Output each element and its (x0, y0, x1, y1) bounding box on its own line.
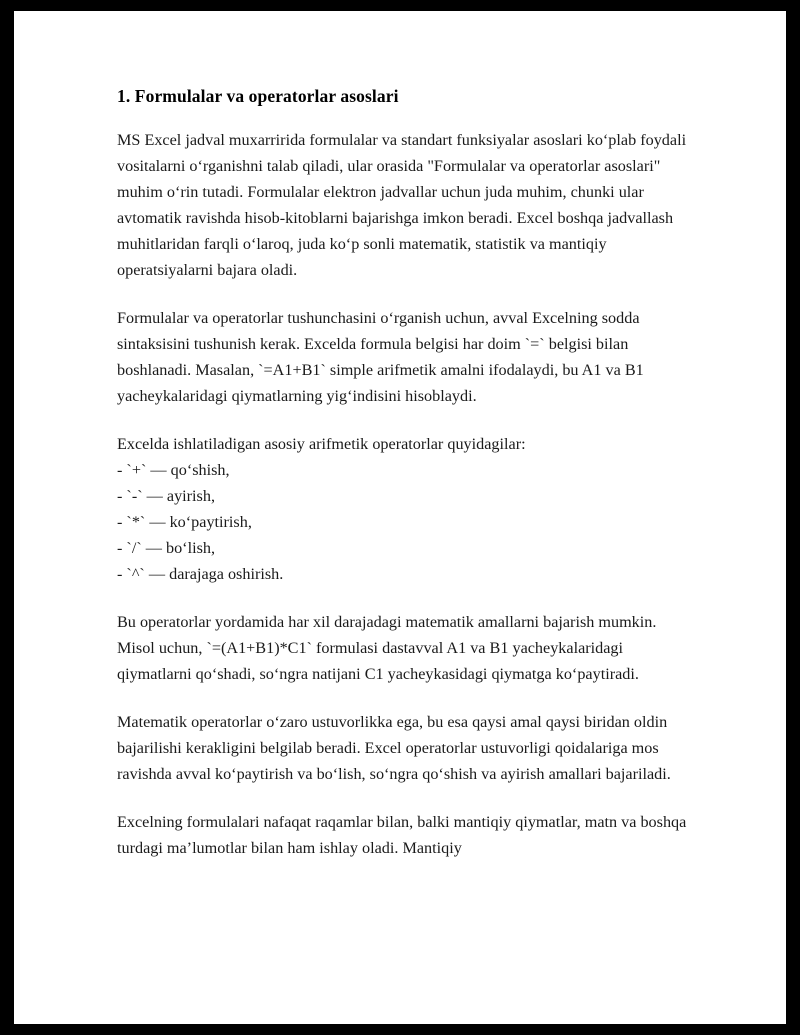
paragraph-6: Excelning formulalari nafaqat raqamlar bilan, balki mantiqiy qiymatlar, matn va boshqa turdagi ma’lumotlar bilan ham ishlay oladi. Mantiqiy (117, 813, 687, 857)
list-item: - `-` — ayirish, (117, 487, 215, 505)
page-title: 1. Formulalar va operatorlar asoslari (117, 86, 399, 106)
list-item: - `^` — darajaga oshirish. (117, 565, 284, 583)
document-body (117, 86, 687, 883)
paragraph-5: Matematik operatorlar o‘zaro ustuvorlikka ega, bu esa qaysi amal qaysi biridan oldin bajarilishi kerakligini belgilab beradi. Excel operatorlar ustuvorligi qoidalariga mos ravishda avval ko‘paytirish va bo‘lish, so‘ngra qo‘shish va ayirish amallari bajariladi. (117, 713, 671, 783)
paragraph-3: Excelda ishlatiladigan asosiy arifmetik operatorlar quyidagilar: (117, 435, 526, 453)
paragraph-1: MS Excel jadval muxarririda formulalar va standart funksiyalar asoslari ko‘plab foydali vositalarni o‘rganishni talab qiladi, ular orasida "Formulalar va operatorlar asoslari" muhim o‘rin tutadi. Formulalar elektron jadvallar uchun juda muhim, chunki ular avtomatik ravishda hisob-kitoblarni bajarishga imkon beradi. Excel boshqa jadvallash muhitlaridan farqli o‘laroq, juda ko‘p sonli matematik, statistik va mantiqiy operatsiyalarni bajara oladi. (117, 131, 687, 279)
list-item: - `*` — ko‘paytirish, (117, 513, 252, 531)
list-item: - `/` — bo‘lish, (117, 539, 216, 557)
document-page (14, 11, 786, 1024)
operator-list (117, 457, 687, 587)
paragraph-4: Bu operatorlar yordamida har xil darajadagi matematik amallarni bajarish mumkin. Misol uchun, `=(A1+B1)*C1` formulasi dastavval A1 va B1 yacheykalaridagi qiymatlarni qo‘shadi, so‘ngra natijani C1 yacheykasidagi qiymatga ko‘paytiradi. (117, 613, 657, 683)
paragraph-2: Formulalar va operatorlar tushunchasini o‘rganish uchun, avval Excelning sodda sintaksisini tushunish kerak. Excelda formula belgisi har doim `=` belgisi bilan boshlanadi. Masalan, `=A1+B1` simple arifmetik amalni ifodalaydi, bu A1 va B1 yacheykalaridagi qiymatlarning yig‘indisini hisoblaydi. (117, 309, 644, 405)
list-item: - `+` — qo‘shish, (117, 461, 230, 479)
